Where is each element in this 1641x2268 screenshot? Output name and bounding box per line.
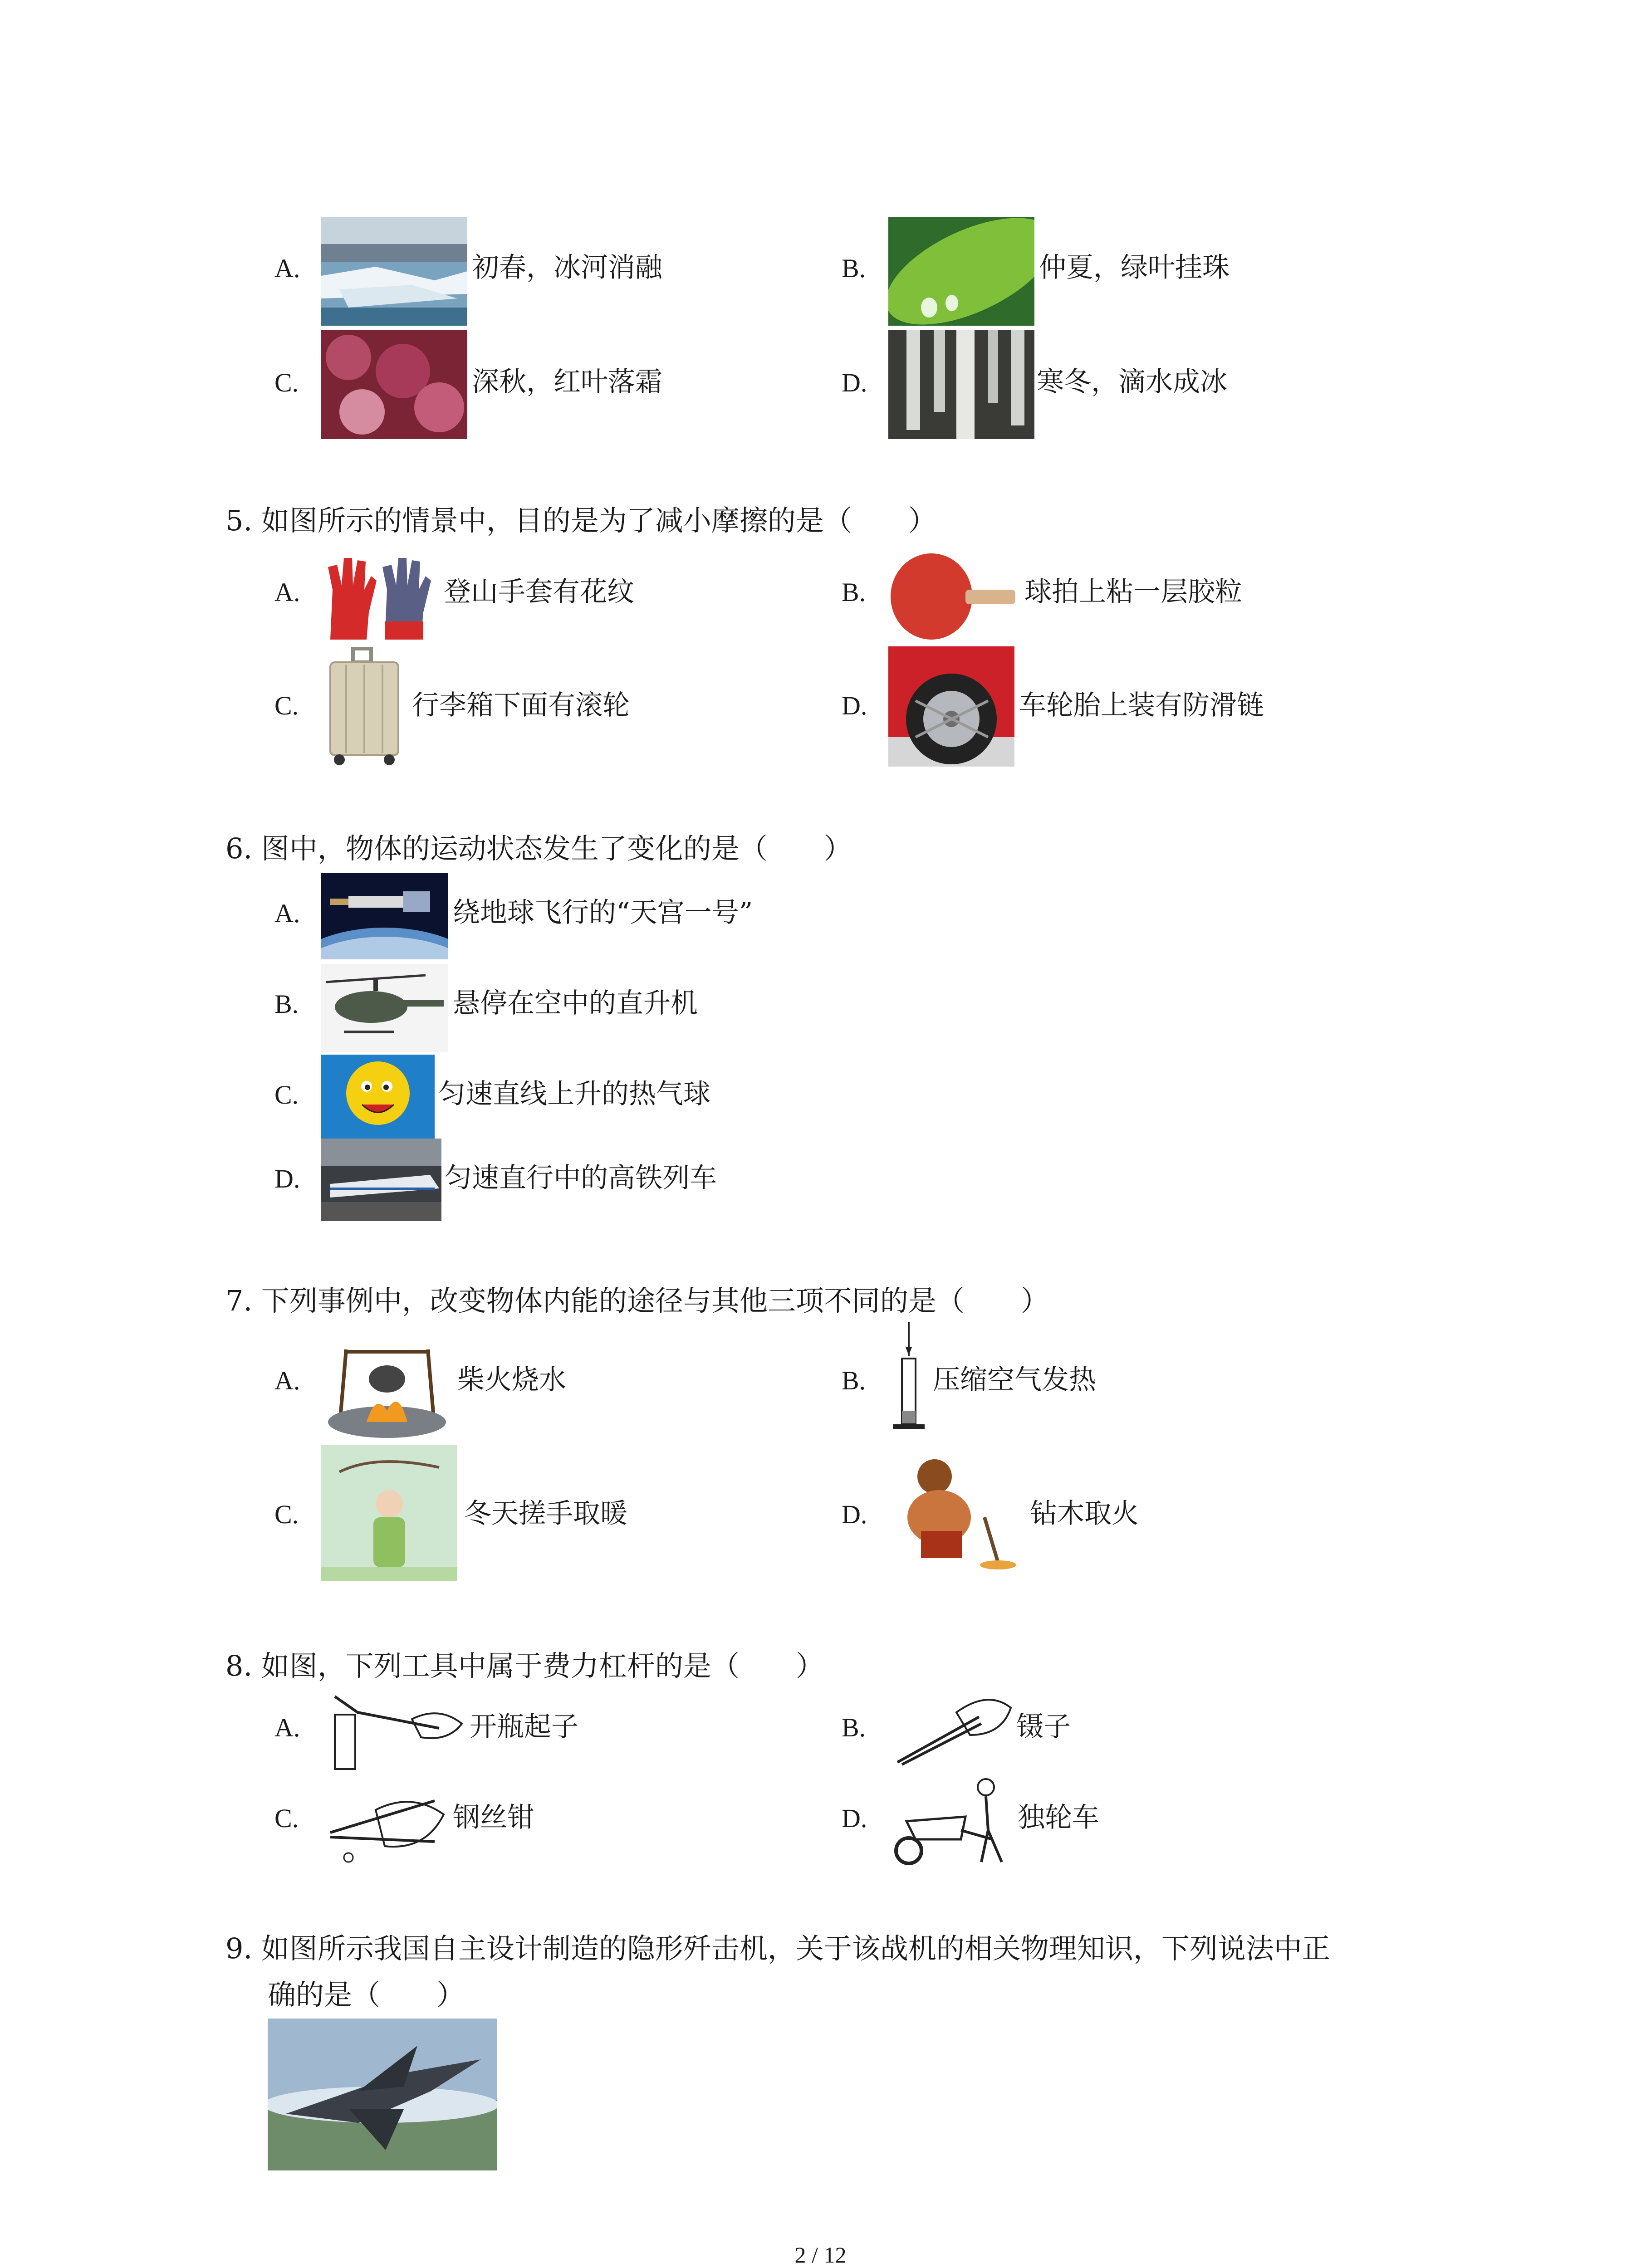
q6-option-a-text: 绕地球飞行的“天宫一号” <box>453 897 753 929</box>
q7-option-a-label: A. <box>274 1366 300 1395</box>
icicles-image <box>888 330 1034 439</box>
q8-stem: 8. 如图，下列工具中属于费力杠杆的是（ ） <box>225 1649 824 1682</box>
q5-option-a-label: A. <box>274 577 300 607</box>
q8-option-d-label: D. <box>842 1804 867 1833</box>
q6-option-c-text: 匀速直线上升的热气球 <box>438 1078 710 1110</box>
ice-river-image <box>321 217 467 326</box>
q7-option-b-label: B. <box>842 1366 866 1395</box>
q4-option-a-label: A. <box>274 254 300 283</box>
q7-option-d-label: D. <box>842 1500 867 1529</box>
q8-option-b-text: 镊子 <box>1016 1711 1071 1743</box>
wire-pliers-image <box>321 1774 451 1867</box>
q8-option-a-text: 开瓶起子 <box>470 1711 578 1743</box>
stealth-fighter-image <box>268 2019 497 2170</box>
q5-stem: 5. 如图所示的情景中，目的是为了减小摩擦的是（ ） <box>225 504 936 537</box>
q6-stem: 6. 图中，物体的运动状态发生了变化的是（ ） <box>225 832 852 865</box>
campfire-kettle-image <box>321 1325 453 1442</box>
green-leaf-dew-image <box>888 217 1034 326</box>
q5-option-b-text: 球拍上粘一层胶粒 <box>1024 576 1242 608</box>
q4-option-b-text: 仲夏，绿叶挂珠 <box>1039 252 1230 284</box>
q7-option-c-label: C. <box>274 1500 299 1529</box>
tweezers-image <box>888 1685 1015 1769</box>
q4-option-c-text: 深秋，红叶落霜 <box>472 366 662 398</box>
q5-option-a-text: 登山手套有花纹 <box>444 576 634 608</box>
q6-option-b-label: B. <box>274 989 299 1019</box>
ping-pong-paddle-image <box>888 549 1020 644</box>
q5-option-d-text: 车轮胎上装有防滑链 <box>1019 689 1264 721</box>
q7-option-b-text: 压缩空气发热 <box>933 1364 1096 1396</box>
page-number: 2 / 12 <box>794 2242 847 2268</box>
q4-option-a-text: 初春，冰河消融 <box>472 252 662 284</box>
q8-option-d-text: 独轮车 <box>1018 1802 1099 1833</box>
q8-option-a-label: A. <box>274 1713 300 1742</box>
q6-option-d-label: D. <box>274 1164 300 1193</box>
q9-stem-line-2: 确的是（ ） <box>268 1978 465 2011</box>
q4-option-c-label: C. <box>274 368 299 397</box>
q7-option-a-text: 柴火烧水 <box>457 1364 566 1396</box>
tiangong-spacecraft-image <box>321 873 448 959</box>
wheelbarrow-image <box>888 1771 1013 1867</box>
high-speed-train-image <box>321 1139 441 1221</box>
q4-option-b-label: B. <box>842 254 866 283</box>
q7-option-c-text: 冬天搓手取暖 <box>464 1498 627 1530</box>
q7-stem: 7. 下列事例中，改变物体内能的途径与其他三项不同的是（ ） <box>225 1284 1049 1317</box>
q4-option-d-text: 寒冬，滴水成冰 <box>1037 366 1227 398</box>
air-compression-syringe-image <box>888 1320 929 1438</box>
suitcase-image <box>321 646 407 767</box>
q8-option-b-label: B. <box>842 1713 866 1742</box>
q8-option-c-label: C. <box>274 1804 299 1833</box>
q5-option-c-label: C. <box>274 691 299 720</box>
q6-option-c-label: C. <box>274 1080 299 1110</box>
q6-option-b-text: 悬停在空中的直升机 <box>453 987 698 1019</box>
climbing-gloves-image <box>321 549 439 644</box>
q4-option-d-label: D. <box>842 368 867 397</box>
rubbing-hands-image <box>321 1445 457 1581</box>
snow-chain-tire-image <box>888 646 1014 767</box>
q5-option-d-label: D. <box>842 691 867 720</box>
q7-option-d-text: 钻木取火 <box>1030 1498 1139 1530</box>
q5-option-c-text: 行李箱下面有滚轮 <box>412 689 630 721</box>
bottle-opener-image <box>321 1687 466 1771</box>
frosted-red-leaves-image <box>321 330 467 439</box>
helicopter-image <box>321 964 448 1052</box>
q6-option-d-text: 匀速直行中的高铁列车 <box>445 1162 717 1194</box>
q6-option-a-label: A. <box>274 899 300 928</box>
hot-air-balloon-image <box>321 1055 435 1141</box>
q9-stem-line-1: 9. 如图所示我国自主设计制造的隐形歼击机，关于该战机的相关物理知识，下列说法中正 <box>225 1932 1330 1965</box>
drilling-wood-fire-image <box>894 1449 1025 1581</box>
q5-option-b-label: B. <box>842 577 866 607</box>
q8-option-c-text: 钢丝钳 <box>453 1802 534 1833</box>
